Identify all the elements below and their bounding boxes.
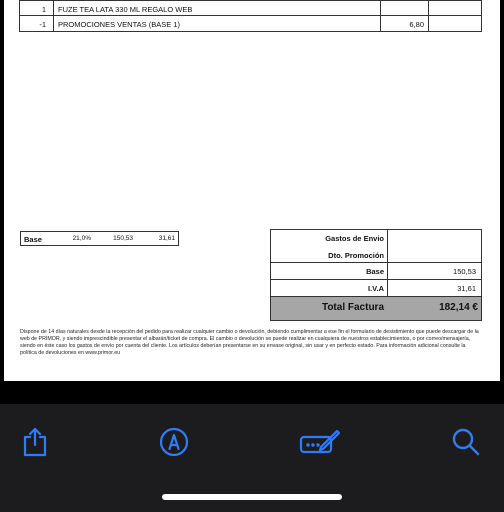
share-button[interactable]: [15, 424, 55, 464]
item-qty: 1: [41, 5, 46, 14]
table-line: [53, 0, 54, 32]
signature-button[interactable]: [300, 424, 340, 464]
totals-divider: [270, 279, 482, 280]
markup-icon: [158, 426, 190, 463]
table-line: [481, 0, 482, 32]
totals-base-label: Base: [366, 267, 384, 276]
markup-button[interactable]: [154, 424, 194, 464]
item-desc: FUZE TEA LATA 330 ML REGALO WEB: [58, 5, 193, 14]
signature-icon: [299, 426, 341, 463]
dto-promocion-label: Dto. Promoción: [328, 251, 384, 260]
tax-base: 150,53: [113, 235, 133, 242]
tax-base-label: Base: [24, 235, 42, 244]
totals-divider: [270, 296, 482, 297]
totals-divider: [270, 262, 482, 263]
item-desc: PROMOCIONES VENTAS (BASE 1): [58, 20, 180, 29]
tax-amount: 31,61: [158, 235, 175, 242]
table-line: [19, 0, 482, 1]
table-line: [19, 15, 482, 16]
table-line: [380, 0, 381, 32]
tax-rate: 21,0%: [72, 235, 91, 242]
returns-policy-text: Dispone de 14 días naturales desde la recepción del pedido para realizar cualquier cambio o devolución, debiendo cumplimentar a ese fin el formulario de desistimiento que puede descargar de la web de PRIMOR, y siendo imprescindible presentar el albarán/ticket de compra. El cambio o devolución se puede realizar en cualquiera de nuestros establecimientos, o por correo/mensajería, siendo en éste caso los gastos de envío por cuenta del cliente. Los artículos deberían presentarse en su envase original, sin usar y en perfecto estado. Para información adicional consulte la política de devoluciones en www.primor.eu: [20, 329, 479, 356]
search-icon: [451, 427, 481, 462]
iva-label: I.V.A: [368, 284, 384, 293]
page-gap: [0, 381, 504, 404]
home-indicator[interactable]: [162, 494, 342, 500]
table-line: [428, 0, 429, 32]
share-icon: [20, 426, 50, 463]
search-button[interactable]: [446, 424, 486, 464]
item-price: 6,80: [409, 20, 424, 29]
document-page: [4, 0, 500, 381]
totals-base-value: 150,53: [453, 267, 476, 276]
table-line: [19, 31, 482, 32]
iva-value: 31,61: [457, 284, 476, 293]
item-qty: -1: [39, 20, 46, 29]
total-factura-value: 182,14 €: [439, 302, 478, 313]
gastos-envio-label: Gastos de Envio: [325, 234, 384, 243]
total-factura-label: Total Factura: [321, 302, 384, 313]
